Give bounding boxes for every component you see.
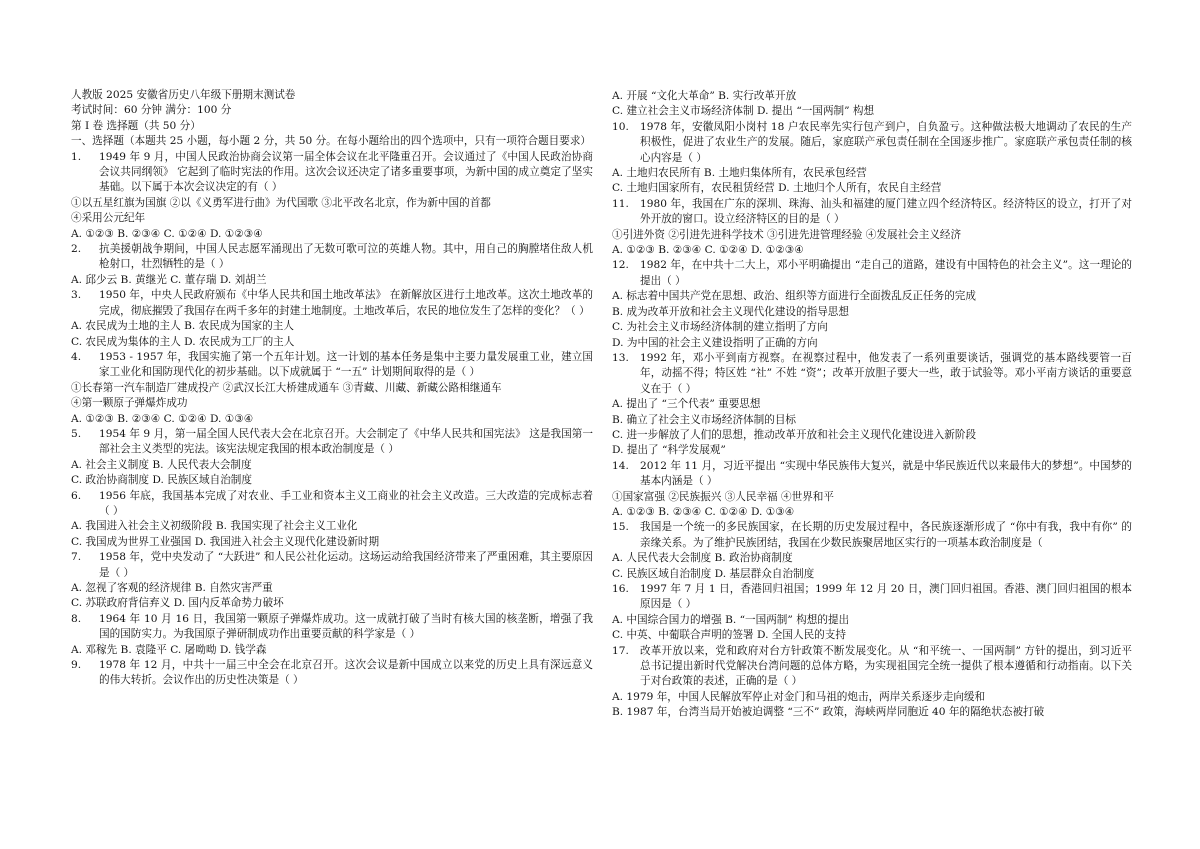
answer-options[interactable]: A. 农民成为土地的主人 B. 农民成为国家的主人 <box>71 320 294 333</box>
question-stem-row <box>612 351 1132 397</box>
question-item <box>71 150 593 242</box>
exam-time-score: 考试时间：60 分钟 满分：100 分 <box>71 104 232 117</box>
answer-options[interactable]: C. 农民成为集体的主人 D. 农民成为工厂的主人 <box>71 335 295 348</box>
question-stem: 抗美援朝战争期间，中国人民志愿军涌现出了无数可歌可泣的英雄人物。其中，用自己的胸膛堵住敌人机枪射口，壮烈牺牲的是（ ） <box>99 243 593 271</box>
question-number: 7. <box>71 551 82 564</box>
answer-options[interactable]: A. 标志着中国共产党在思想、政治、组织等方面进行全面拨乱反正任务的完成 <box>612 290 976 303</box>
question-stem: 1953 - 1957 年，我国实施了第一个五年计划。这一计划的基本任务是集中主要力量发展重工业，建立国家工业化和国防现代化的初步基础。以下成就属于 “一五” 计划期间取得的是（ ） <box>99 350 593 379</box>
answer-options[interactable]: B. 确立了社会主义市场经济体制的目标 <box>612 413 797 426</box>
question-number: 5. <box>71 427 82 440</box>
left-column <box>71 88 593 689</box>
question-number: 8. <box>71 612 82 625</box>
question-item <box>612 351 1132 459</box>
right-column <box>612 89 1132 721</box>
statement-list: ①国家富强 ②民族振兴 ③人民幸福 ④世界和平 <box>612 490 834 503</box>
question-item <box>71 550 593 612</box>
question-stem: 1980 年，我国在广东的深圳、珠海、汕头和福建的厦门建立四个经济特区。经济特区的设立，打开了对外开放的窗口。设立经济特区的目的是（ ） <box>640 197 1132 226</box>
question-number: 15. <box>612 521 629 534</box>
answer-options[interactable]: B. 1987 年，台湾当局开始被迫调整 “三不” 政策，海峡两岸同胞近 40 年的隔绝状态被打破 <box>612 706 1045 719</box>
question-stem: 1978 年，安徽凤阳小岗村 18 户农民率先实行包产到户，自负盈亏。这种做法极大地调动了农民的生产积极性，促进了农业生产的发展。随后，家庭联产承包责任制在全国逐步推广。家庭联产承包责任制的核心内容是（ ） <box>640 120 1132 164</box>
question-stem-row <box>612 520 1132 551</box>
question-stem: 1949 年 9 月，中国人民政治协商会议第一届全体会议在北平隆重召开。会议通过了《中国人民政治协商会议共同纲领》 它起到了临时宪法的作用。这次会议还决定了诸多重要事项，为新中国的成立奠定了坚实基础。以下属于本次会议决定的有（ ） <box>99 150 593 194</box>
answer-options[interactable]: A. 开展 “文化大革命” B. 实行改革开放 <box>612 90 797 102</box>
statement-list: ④采用公元纪年 <box>71 212 146 225</box>
question-number: 17. <box>612 644 629 657</box>
question-item <box>71 612 593 658</box>
question-stem-row <box>612 120 1132 166</box>
question-stem: 1992 年，邓小平到南方视察。在视察过程中，他发表了一系列重要谈话，强调党的基本路线要管一百年，动摇不得；特区姓 “社” 不姓 “资”；改革开放胆子要大一些，敢于试验等。邓小平南方谈话的重要意义在于（ ） <box>640 351 1132 395</box>
part-heading: 第 Ⅰ 卷 选择题（共 50 分） <box>71 119 201 132</box>
question-item <box>612 520 1132 582</box>
question-item <box>612 258 1132 350</box>
question-stem: 2012 年 11 月，习近平提出 “实现中华民族伟大复兴，就是中华民族近代以来最伟大的梦想”。中国梦的基本内涵是（ ） <box>640 459 1132 488</box>
answer-options[interactable]: A. 邱少云 B. 黄继光 C. 董存瑞 D. 刘胡兰 <box>71 273 267 286</box>
answer-options[interactable]: C. 为社会主义市场经济体制的建立指明了方向 <box>612 321 828 334</box>
question-item <box>71 288 593 350</box>
answer-options[interactable]: C. 土地归国家所有，农民租赁经营 D. 土地归个人所有，农民自主经营 <box>612 182 942 195</box>
question-stem: 1954 年 9 月，第一届全国人民代表大会在北京召开。大会制定了《中华人民共和国宪法》 这是我国第一部社会主义类型的宪法。该宪法规定我国的根本政治制度是（ ） <box>99 427 593 456</box>
question-stem-row <box>71 550 593 581</box>
question-item <box>612 582 1132 644</box>
answer-options[interactable]: A. 忽视了客观的经济规律 B. 自然灾害严重 <box>71 582 273 594</box>
answer-options[interactable]: C. 建立社会主义市场经济体制 D. 提出 “一国两制” 构想 <box>612 105 875 118</box>
answer-options[interactable]: A. ①②③ B. ②③④ C. ①②④ D. ①②③④ <box>612 244 804 257</box>
question-number: 6. <box>71 489 82 502</box>
question-number: 9. <box>71 659 82 672</box>
question-number: 1. <box>71 150 82 163</box>
question-number: 12. <box>612 259 629 272</box>
answer-options[interactable]: C. 民族区域自治制度 D. 基层群众自治制度 <box>612 567 815 580</box>
question-stem-row <box>612 197 1132 228</box>
question-stem: 1982 年，在中共十二大上，邓小平明确提出 “走自己的道路，建设有中国特色的社会主义”。这一理论的提出（ ） <box>640 259 1132 287</box>
question-stem-row <box>71 350 593 381</box>
question-number: 2. <box>71 243 82 256</box>
question-number: 16. <box>612 583 629 595</box>
question-item <box>71 489 593 551</box>
question-number: 13. <box>612 351 629 364</box>
question-stem-row <box>612 459 1132 490</box>
question-stem-row <box>71 489 593 520</box>
question-stem-row <box>71 612 593 643</box>
answer-options[interactable]: C. 进一步解放了人们的思想，推动改革开放和社会主义现代化建设进入新阶段 <box>612 428 977 441</box>
statement-list: ①以五星红旗为国旗 ②以《义勇军进行曲》为代国歌 ③北平改名北京，作为新中国的首都 <box>71 196 491 209</box>
question-stem-row <box>71 242 593 273</box>
answer-options[interactable]: A. ①②③ B. ②③④ C. ①②④ D. ①②③④ <box>71 227 263 240</box>
answer-options[interactable]: C. 中英、中葡联合声明的签署 D. 全国人民的支持 <box>612 629 846 642</box>
question-stem: 1958 年，党中央发动了 “大跃进” 和人民公社化运动。这场运动给我国经济带来了严重困难，其主要原因是（ ） <box>99 551 593 579</box>
answer-options[interactable]: D. 为中国的社会主义建设指明了正确的方向 <box>612 336 818 349</box>
question-stem: 1997 年 7 月 1 日，香港回归祖国；1999 年 12 月 20 日，澳门回归祖国。香港、澳门回归祖国的根本原因是（ ） <box>640 583 1132 611</box>
answer-options[interactable]: A. 邓稼先 B. 袁隆平 C. 屠呦呦 D. 钱学森 <box>71 643 267 656</box>
answer-options[interactable]: B. 成为改革开放和社会主义现代化建设的指导思想 <box>612 305 849 318</box>
question-stem-row <box>71 288 593 319</box>
question-number: 3. <box>71 289 82 302</box>
exam-title: 人教版 2025 安徽省历史八年级下册期末测试卷 <box>71 89 296 101</box>
question-item <box>71 658 593 689</box>
question-number: 11. <box>612 197 629 210</box>
answer-options[interactable]: A. 中国综合国力的增强 B. “一国两制” 构想的提出 <box>612 613 850 626</box>
answer-options[interactable]: C. 苏联政府背信弃义 D. 国内反革命势力破坏 <box>71 597 284 610</box>
question-stem-row <box>71 150 593 196</box>
answer-options[interactable]: D. 提出了 “科学发展观” <box>612 444 726 457</box>
answer-options[interactable]: C. 我国成为世界工业强国 D. 我国进入社会主义现代化建设新时期 <box>71 535 380 548</box>
answer-options[interactable]: A. ①②③ B. ②③④ C. ①②④ D. ①③④ <box>612 505 795 518</box>
answer-options[interactable]: A. 我国进入社会主义初级阶段 B. 我国实现了社会主义工业化 <box>71 520 358 533</box>
statement-list: ④第一颗原子弹爆炸成功 <box>71 397 188 410</box>
question-stem-row <box>612 258 1132 289</box>
question-item <box>612 644 1132 721</box>
question-stem: 我国是一个统一的多民族国家，在长期的历史发展过程中，各民族逐渐形成了 “你中有我，我中有你” 的亲缘关系。为了维护民族团结，我国在少数民族聚居地区实行的一项基本政治制度是（ <box>640 521 1132 549</box>
section-intro: 一、选择题（本题共 25 小题，每小题 2 分，共 50 分。在每小题给出的四个选项中，只有一项符合题目要求） <box>71 135 592 148</box>
answer-options[interactable]: A. 人民代表大会制度 B. 政治协商制度 <box>612 552 793 565</box>
question-item <box>612 197 1132 259</box>
question-stem: 1964 年 10 月 16 日，我国第一颗原子弹爆炸成功。这一成就打破了当时有核大国的核垄断，增强了我国的国防实力。为我国原子弹研制成功作出重要贡献的科学家是（ ） <box>99 612 593 641</box>
statement-list: ①长春第一汽车制造厂建成投产 ②武汉长江大桥建成通车 ③青藏、川藏、新藏公路相继通车 <box>71 381 502 394</box>
question-item <box>71 427 593 489</box>
question-stem: 1956 年底，我国基本完成了对农业、手工业和资本主义工商业的社会主义改造。三大改造的完成标志着（ ） <box>99 489 593 517</box>
question-stem: 1978 年 12 月，中共十一届三中全会在北京召开。这次会议是新中国成立以来党的历史上具有深远意义的伟大转折。会议作出的历史性决策是（ ） <box>99 659 593 687</box>
question-stem: 改革开放以来，党和政府对台方针政策不断发展变化。从 “和平统一、一国两制” 方针的提出，到习近平总书记提出新时代党解决台湾问题的总体方略，为实现祖国完全统一提供了根本遵循和行动指南。以下关于对台政策的表述，正确的是（ ） <box>640 644 1132 688</box>
answer-options[interactable]: C. 政治协商制度 D. 民族区域自治制度 <box>71 474 252 487</box>
question-item <box>612 120 1132 197</box>
answer-options[interactable]: A. 提出了 “三个代表” 重要思想 <box>612 398 761 411</box>
question-item <box>612 459 1132 521</box>
question-stem-row <box>71 427 593 458</box>
answer-options[interactable]: A. 社会主义制度 B. 人民代表大会制度 <box>71 458 252 471</box>
answer-options[interactable]: A. 1979 年，中国人民解放军停止对金门和马祖的炮击，两岸关系逐步走向缓和 <box>612 690 986 703</box>
question-item <box>71 242 593 288</box>
question-stem-row <box>612 644 1132 690</box>
question-stem: 1950 年，中央人民政府颁布《中华人民共和国土地改革法》 在新解放区进行土地改革。这次土地改革的完成，彻底摧毁了我国存在两千多年的封建土地制度。土地改革后，农民的地位发生了怎样的变化？（ ） <box>99 289 593 317</box>
question-stem-row <box>612 582 1132 613</box>
statement-list: ①引进外资 ②引进先进科学技术 ③引进先进管理经验 ④发展社会主义经济 <box>612 228 962 241</box>
answer-options[interactable]: A. ①②③ B. ②③④ C. ①②④ D. ①③④ <box>71 412 254 425</box>
question-number: 14. <box>612 459 629 472</box>
question-stem-row <box>71 658 593 689</box>
question-number: 10. <box>612 120 629 133</box>
answer-options[interactable]: A. 土地归农民所有 B. 土地归集体所有，农民承包经营 <box>612 167 867 180</box>
question-number: 4. <box>71 350 82 363</box>
question-item <box>71 350 593 427</box>
